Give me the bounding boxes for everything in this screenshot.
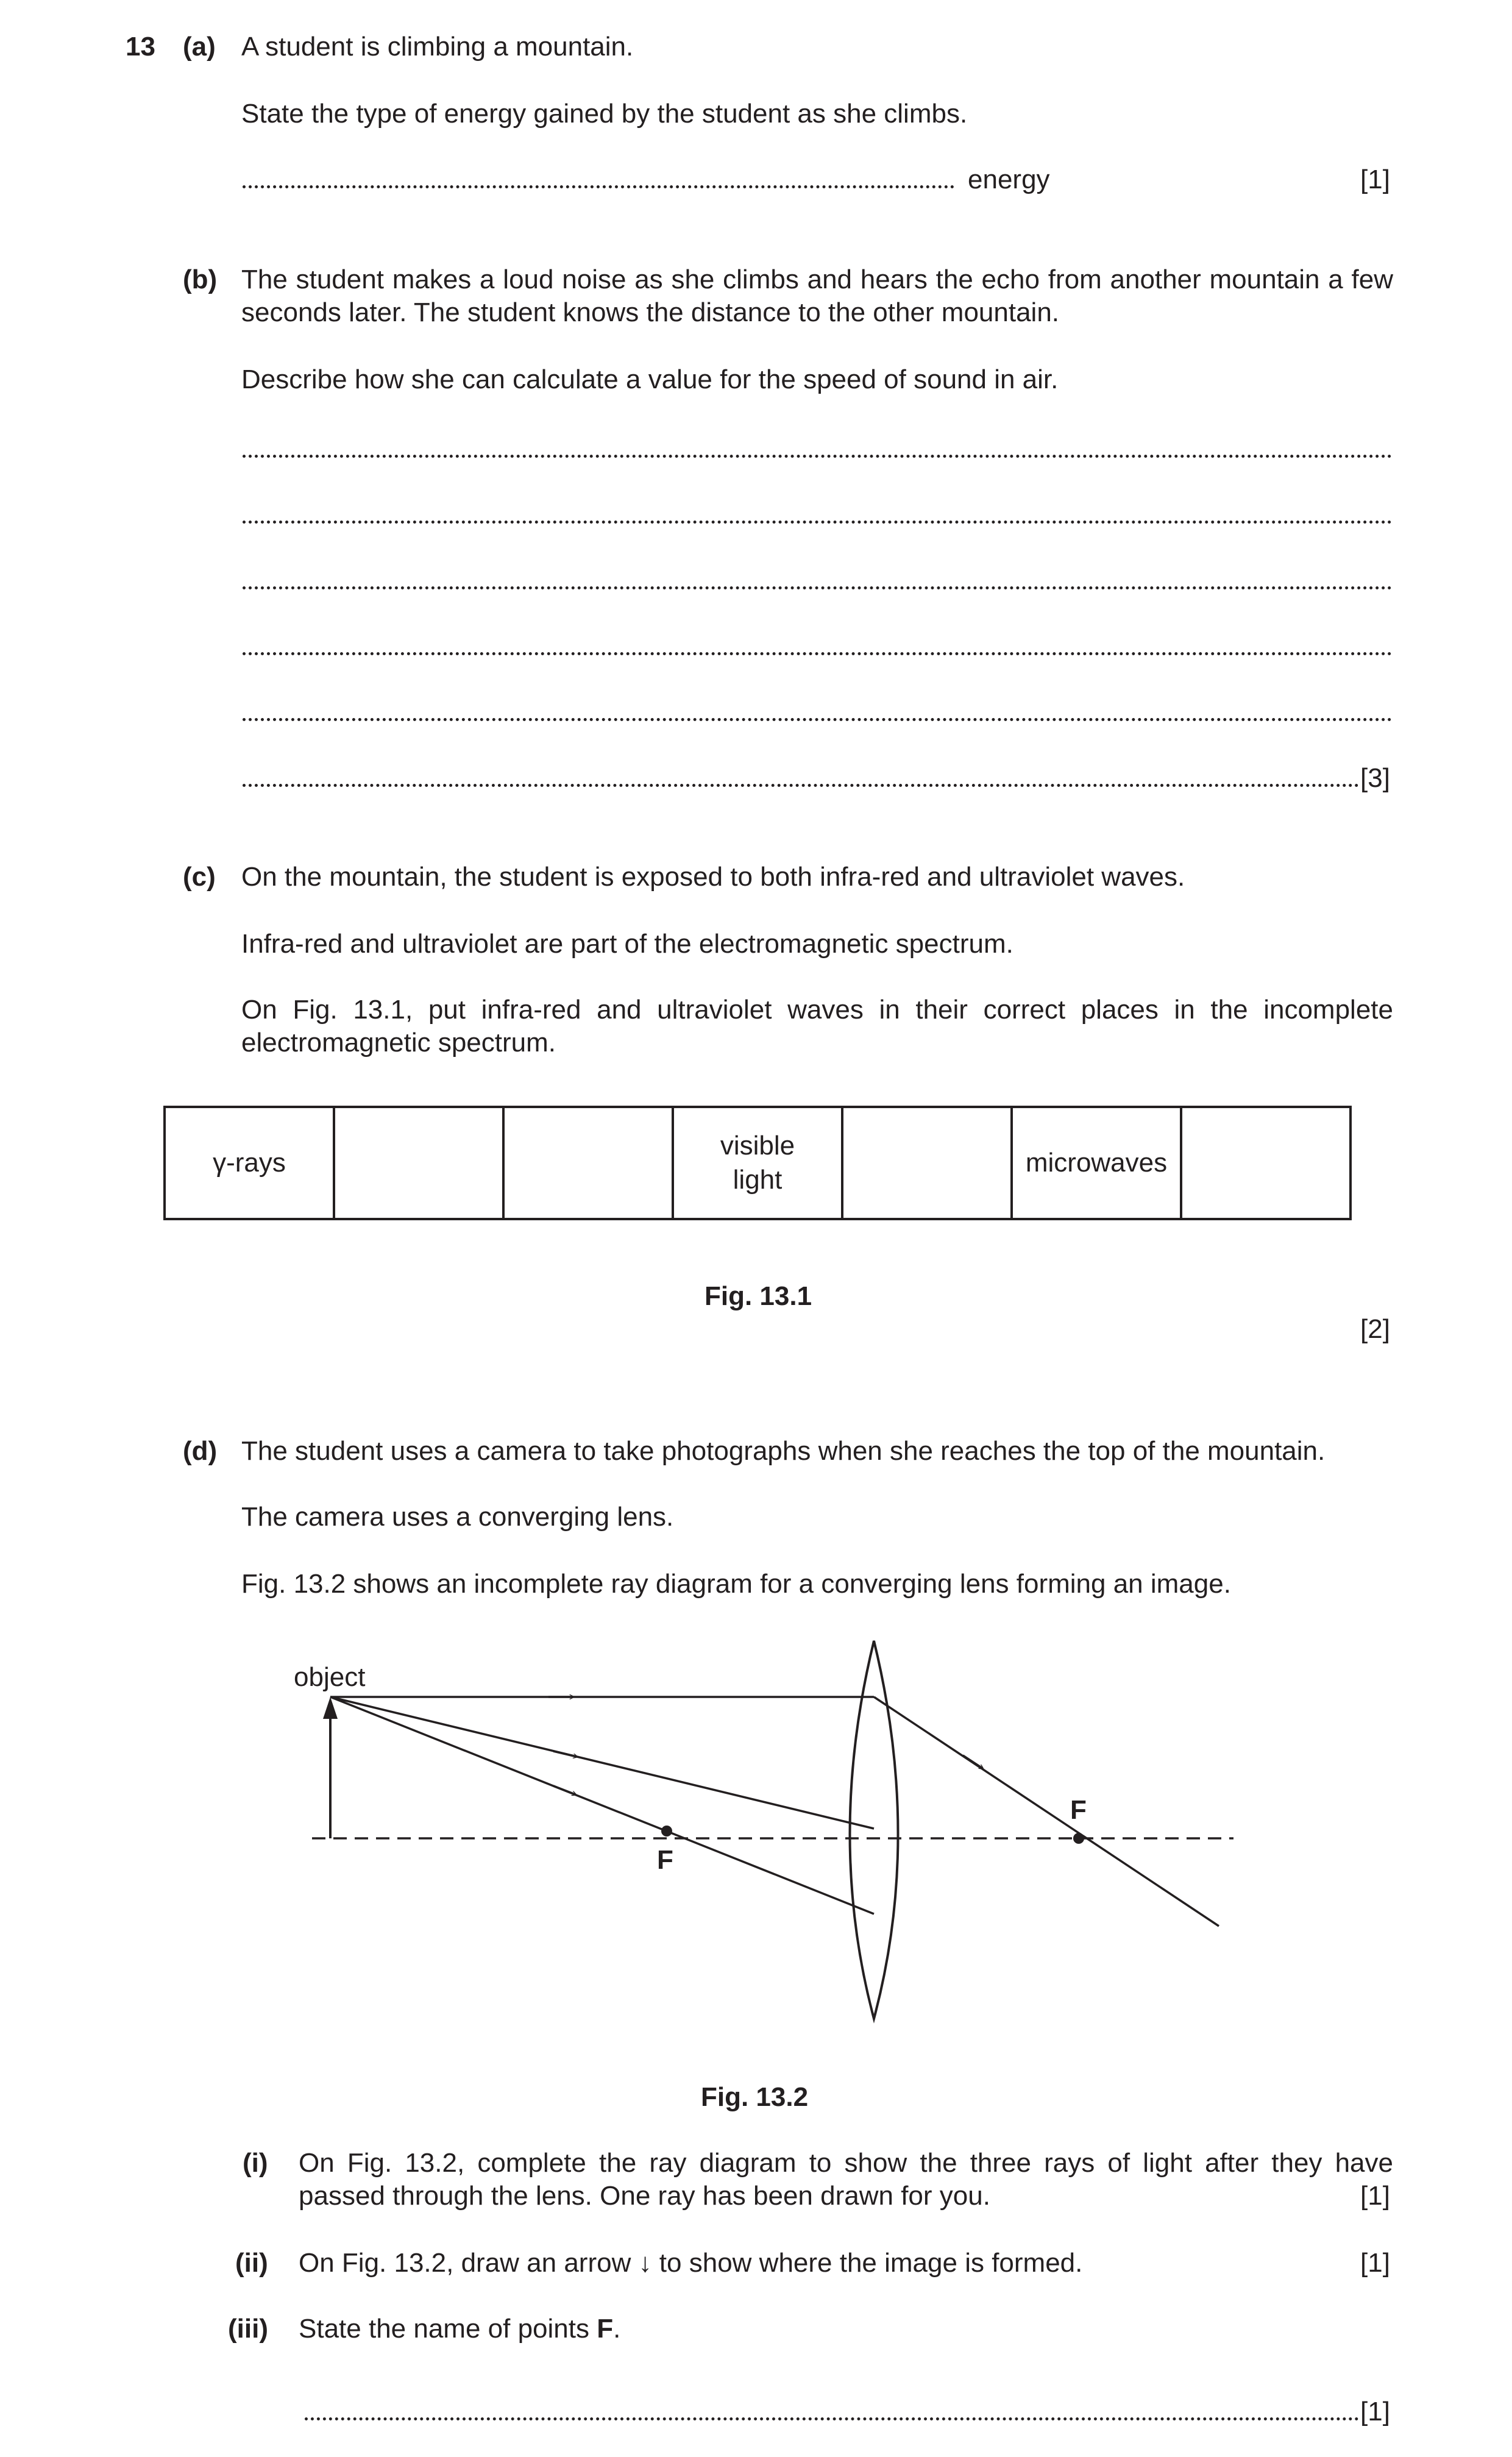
focal-label-left: F	[657, 1845, 673, 1875]
part-b-marks: [3]	[1360, 763, 1390, 793]
part-b-answer-line-1[interactable]	[243, 455, 1392, 458]
part-c-intro: On the mountain, the student is exposed to both infra-red and ultraviolet waves.	[241, 862, 1185, 892]
part-c-question: On Fig. 13.1, put infra-red and ultraviolet waves in their correct places in the incomplete electromagnetic spectrum.	[241, 995, 1393, 1058]
part-d-statement: The camera uses a converging lens.	[241, 1502, 674, 1532]
spectrum-cell-visible: visible light	[673, 1107, 842, 1219]
part-a-label: (a)	[183, 32, 216, 62]
part-b-label: (b)	[183, 265, 218, 294]
part-b-answer-line-2[interactable]	[243, 521, 1392, 524]
ray-centre	[330, 1697, 874, 1829]
ray-focal	[330, 1697, 874, 1914]
ray-refracted	[874, 1697, 1219, 1926]
part-a-question: State the type of energy gained by the student as she climbs.	[241, 99, 968, 129]
sub-i-text: On Fig. 13.2, complete the ray diagram to show the three rays of light after they have passed through the lens. One ray has been drawn for you.	[299, 2148, 1393, 2211]
part-b-intro: The student makes a loud noise as she climbs and hears the echo from another mountain a few seconds later. The student knows the distance to the other mountain.	[241, 265, 1393, 327]
sub-ii-text: On Fig. 13.2, draw an arrow ↓ to show where the image is formed.	[299, 2248, 1083, 2278]
sub-i-label: (i)	[243, 2148, 268, 2178]
sub-i-marks: [1]	[1360, 2181, 1390, 2211]
fig-13-2-caption: Fig. 13.2	[701, 2082, 809, 2112]
part-c-statement: Infra-red and ultraviolet are part of the electromagnetic spectrum.	[241, 929, 1013, 959]
focal-point-left	[661, 1826, 672, 1837]
part-d-label: (d)	[183, 1436, 218, 1466]
sub-iii-text: State the name of points F.	[299, 2314, 621, 2344]
part-b-answer-line-4[interactable]	[243, 652, 1392, 655]
focal-point-right	[1073, 1833, 1084, 1844]
object-arrow-head	[323, 1697, 338, 1719]
sub-iii-label: (iii)	[228, 2314, 268, 2344]
ray-refracted-arrow	[963, 1755, 982, 1768]
part-b-answer-line-3[interactable]	[243, 586, 1392, 589]
spectrum-cell-gamma: γ-rays	[165, 1107, 334, 1219]
spectrum-cell-blank-3[interactable]	[842, 1107, 1012, 1219]
part-b-question: Describe how she can calculate a value for the speed of sound in air.	[241, 364, 1059, 394]
ray-centre-arrow	[553, 1751, 577, 1757]
sub-ii-marks: [1]	[1360, 2248, 1390, 2278]
spectrum-cell-blank-4[interactable]	[1181, 1107, 1351, 1219]
sub-iii-marks: [1]	[1360, 2397, 1390, 2427]
part-c-label: (c)	[183, 862, 216, 892]
part-a-answer-suffix: energy	[968, 165, 1050, 194]
object-label: object	[294, 1662, 366, 1692]
question-number: 13	[126, 32, 155, 62]
ray-diagram[interactable]	[293, 1634, 1255, 2036]
part-d-figure-intro: Fig. 13.2 shows an incomplete ray diagram for a converging lens forming an image.	[241, 1569, 1231, 1599]
part-b-answer-line-6[interactable]	[243, 784, 1359, 787]
spectrum-cell-blank-2[interactable]	[503, 1107, 673, 1219]
part-b-answer-line-5[interactable]	[243, 718, 1392, 721]
sub-iii-answer-line[interactable]	[305, 2417, 1359, 2420]
focal-label-right: F	[1070, 1795, 1087, 1825]
part-a-answer-line[interactable]	[243, 185, 954, 188]
part-d-intro: The student uses a camera to take photographs when she reaches the top of the mountain.	[241, 1436, 1326, 1466]
sub-ii-label: (ii)	[235, 2248, 268, 2278]
spectrum-cell-microwaves: microwaves	[1012, 1107, 1181, 1219]
part-a-marks: [1]	[1360, 165, 1390, 194]
part-c-marks: [2]	[1360, 1314, 1390, 1344]
fig-13-1-caption: Fig. 13.1	[705, 1281, 812, 1311]
ray-focal-arrow	[553, 1786, 575, 1794]
em-spectrum-table	[163, 1106, 1352, 1220]
part-a-intro: A student is climbing a mountain.	[241, 32, 634, 62]
spectrum-cell-blank-1[interactable]	[334, 1107, 503, 1219]
